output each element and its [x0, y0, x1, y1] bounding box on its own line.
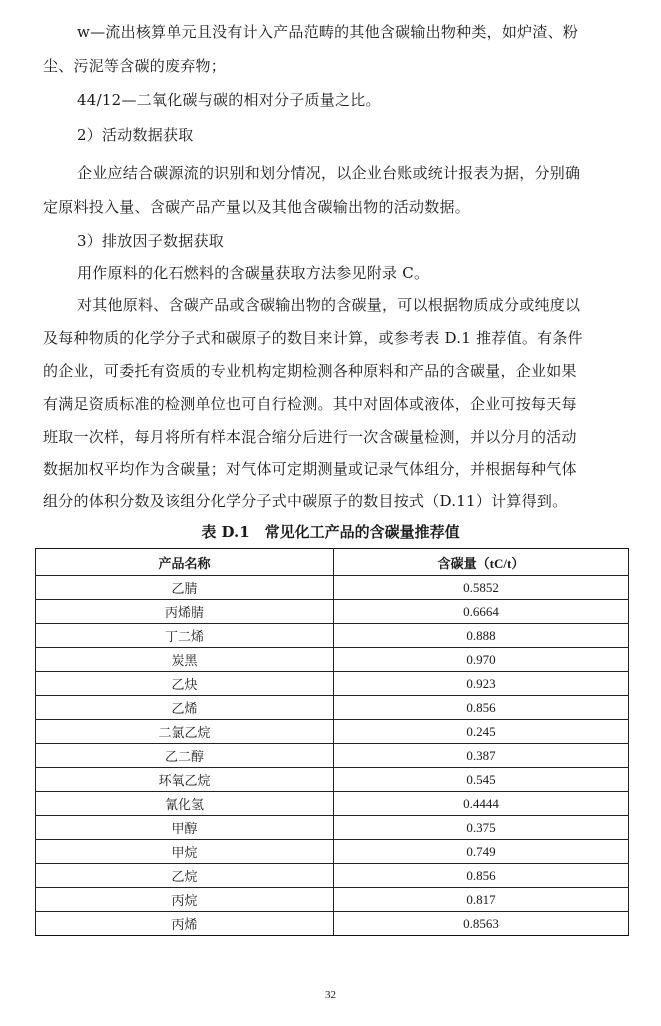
- text-line: 44/12—二氧化碳与碳的相对分子质量之比。: [77, 91, 381, 109]
- carbon-content-cell: 0.375: [334, 816, 629, 840]
- page-number: 32: [325, 989, 336, 1001]
- carbon-content-cell: 0.856: [334, 696, 629, 720]
- carbon-content-cell: 0.387: [334, 744, 629, 768]
- table-row: [36, 648, 629, 672]
- text-line: 用作原料的化石燃料的含碳量获取方法参见附录 C。: [77, 264, 430, 282]
- table-row: [36, 840, 629, 864]
- column-header: 含碳量（tC/t）: [334, 549, 629, 576]
- carbon-content-cell: 0.923: [334, 672, 629, 696]
- product-name-cell: 二氯乙烷: [36, 720, 334, 744]
- product-name-cell: 乙烯: [36, 696, 334, 720]
- table-row: [36, 816, 629, 840]
- table-row: [36, 600, 629, 624]
- carbon-content-cell: 0.245: [334, 720, 629, 744]
- product-name-cell: 丁二烯: [36, 624, 334, 648]
- table-row: [36, 720, 629, 744]
- text-line: 有满足资质标准的检测单位也可自行检测。其中对固体或液体，企业可按每天每: [43, 395, 577, 413]
- table-header-row: [36, 549, 629, 576]
- carbon-content-cell: 0.970: [334, 648, 629, 672]
- carbon-content-cell: 0.4444: [334, 792, 629, 816]
- product-name-cell: 丙烯腈: [36, 600, 334, 624]
- product-name-cell: 氰化氢: [36, 792, 334, 816]
- product-name-cell: 丙烷: [36, 888, 334, 912]
- product-name-cell: 乙腈: [36, 576, 334, 600]
- table-row: [36, 696, 629, 720]
- table-row: [36, 912, 629, 936]
- product-name-cell: 炭黑: [36, 648, 334, 672]
- text-line: 班取一次样，每月将所有样本混合缩分后进行一次含碳量检测，并以分月的活动: [43, 428, 577, 446]
- table-row: [36, 576, 629, 600]
- product-name-cell: 甲烷: [36, 840, 334, 864]
- product-name-cell: 丙烯: [36, 912, 334, 936]
- carbon-content-cell: 0.5852: [334, 576, 629, 600]
- text-line: 定原料投入量、含碳产品产量以及其他含碳输出物的活动数据。: [43, 198, 471, 216]
- table-row: [36, 864, 629, 888]
- product-name-cell: 甲醇: [36, 816, 334, 840]
- carbon-content-cell: 0.545: [334, 768, 629, 792]
- text-line: 对其他原料、含碳产品或含碳输出物的含碳量，可以根据物质成分或纯度以: [77, 296, 581, 314]
- product-name-cell: 乙炔: [36, 672, 334, 696]
- carbon-content-cell: 0.888: [334, 624, 629, 648]
- carbon-content-cell: 0.6664: [334, 600, 629, 624]
- text-line: 及每种物质的化学分子式和碳原子的数目来计算，或参考表 D.1 推荐值。有条件: [43, 329, 583, 347]
- table-row: [36, 792, 629, 816]
- text-line: 企业应结合碳源流的识别和划分情况，以企业台账或统计报表为据，分别确: [77, 164, 581, 182]
- table-row: [36, 888, 629, 912]
- table-row: [36, 672, 629, 696]
- table-caption: 表 D.1 常见化工产品的含碳量推荐值: [201, 523, 460, 541]
- carbon-content-cell: 0.8563: [334, 912, 629, 936]
- product-name-cell: 乙二醇: [36, 744, 334, 768]
- text-line: w—流出核算单元且没有计入产品范畴的其他含碳输出物种类，如炉渣、粉: [77, 23, 579, 41]
- carbon-content-cell: 0.856: [334, 864, 629, 888]
- carbon-content-cell: 0.817: [334, 888, 629, 912]
- carbon-content-cell: 0.749: [334, 840, 629, 864]
- section-heading: 3）排放因子数据获取: [77, 232, 225, 250]
- text-line: 尘、污泥等含碳的废弃物；: [43, 57, 227, 75]
- product-name-cell: 环氧乙烷: [36, 768, 334, 792]
- table-row: [36, 624, 629, 648]
- carbon-content-table: [35, 548, 629, 936]
- text-line: 数据加权平均作为含碳量；对气体可定期测量或记录气体组分，并根据每种气体: [43, 460, 577, 478]
- table-row: [36, 744, 629, 768]
- text-line: 组分的体积分数及该组分化学分子式中碳原子的数目按式（D.11）计算得到。: [43, 492, 568, 510]
- text-line: 的企业，可委托有资质的专业机构定期检测各种原料和产品的含碳量，企业如果: [43, 362, 577, 380]
- column-header: 产品名称: [36, 549, 334, 576]
- section-heading: 2）活动数据获取: [77, 126, 194, 144]
- table-row: [36, 768, 629, 792]
- product-name-cell: 乙烷: [36, 864, 334, 888]
